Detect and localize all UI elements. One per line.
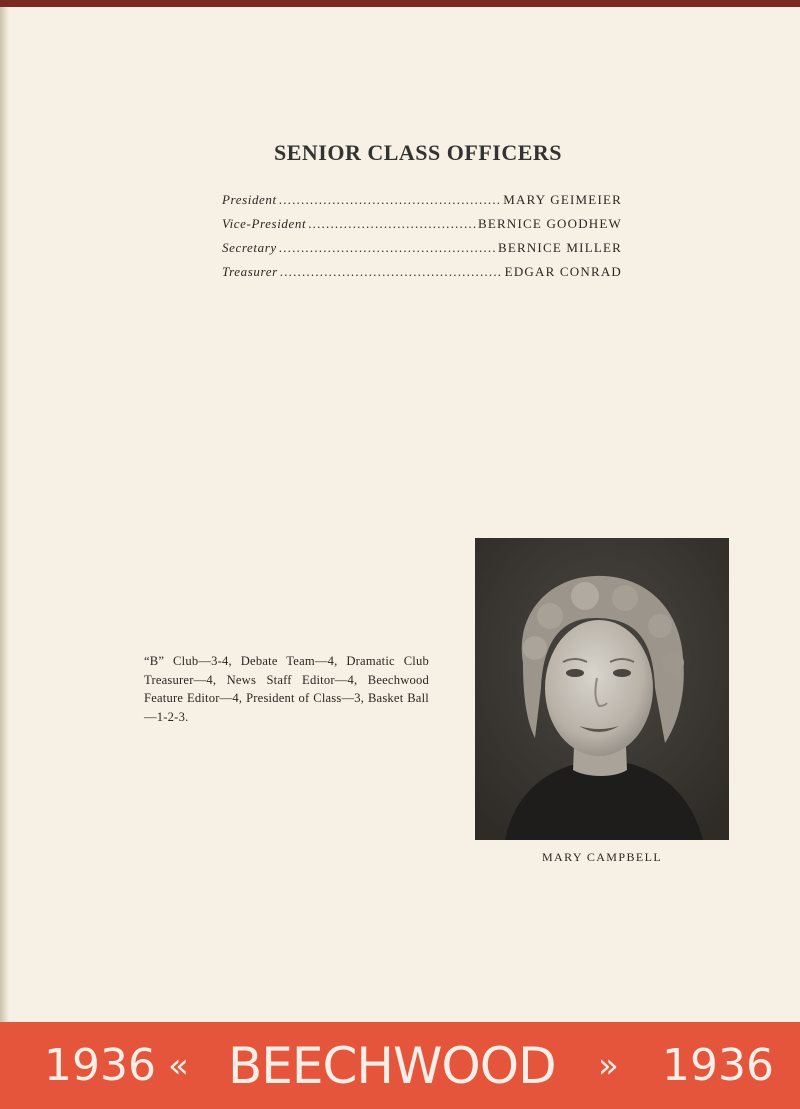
- officer-role: President: [222, 192, 277, 207]
- officer-row-treasurer: [222, 264, 622, 288]
- senior-activities: “B” Club—3-4, Debate Team—4, Dramatic Club Treasurer—4, News Staff Editor—4, Beechwood Feature Editor—4, President of Class—3, Basket Ball—1-2-3.: [144, 654, 429, 724]
- footer-year-left: 1936: [44, 1040, 156, 1091]
- officer-list: [222, 192, 622, 288]
- leader-dots: [280, 264, 503, 280]
- page-title: SENIOR CLASS OFFICERS: [273, 140, 562, 165]
- officer-name: BERNICE GOODHEW: [477, 216, 622, 231]
- officer-row-secretary: [222, 240, 622, 264]
- portrait-caption: MARY CAMPBELL: [541, 850, 663, 864]
- officer-row-vice-president: [222, 216, 622, 240]
- page-top-edge: [0, 0, 800, 7]
- officer-role: Treasurer: [222, 264, 278, 279]
- footer-yearbook-title: BEECHWOOD: [228, 1037, 556, 1095]
- leader-dots: [279, 192, 501, 208]
- officer-name: MARY GEIMEIER: [503, 192, 622, 207]
- officer-name: EDGAR CONRAD: [504, 264, 622, 279]
- footer-close-guillemet: »: [598, 1046, 619, 1086]
- yearbook-footer-banner: [0, 1022, 800, 1109]
- leader-dots: [279, 240, 496, 256]
- footer-open-guillemet: «: [168, 1046, 189, 1086]
- officer-row-president: [222, 192, 622, 216]
- footer-year-right: 1936: [662, 1040, 774, 1091]
- officer-role: Vice-President: [222, 216, 307, 231]
- officer-name: BERNICE MILLER: [497, 240, 622, 255]
- officer-role: Secretary: [222, 240, 277, 255]
- senior-portrait: [475, 538, 729, 840]
- leader-dots: [308, 216, 476, 232]
